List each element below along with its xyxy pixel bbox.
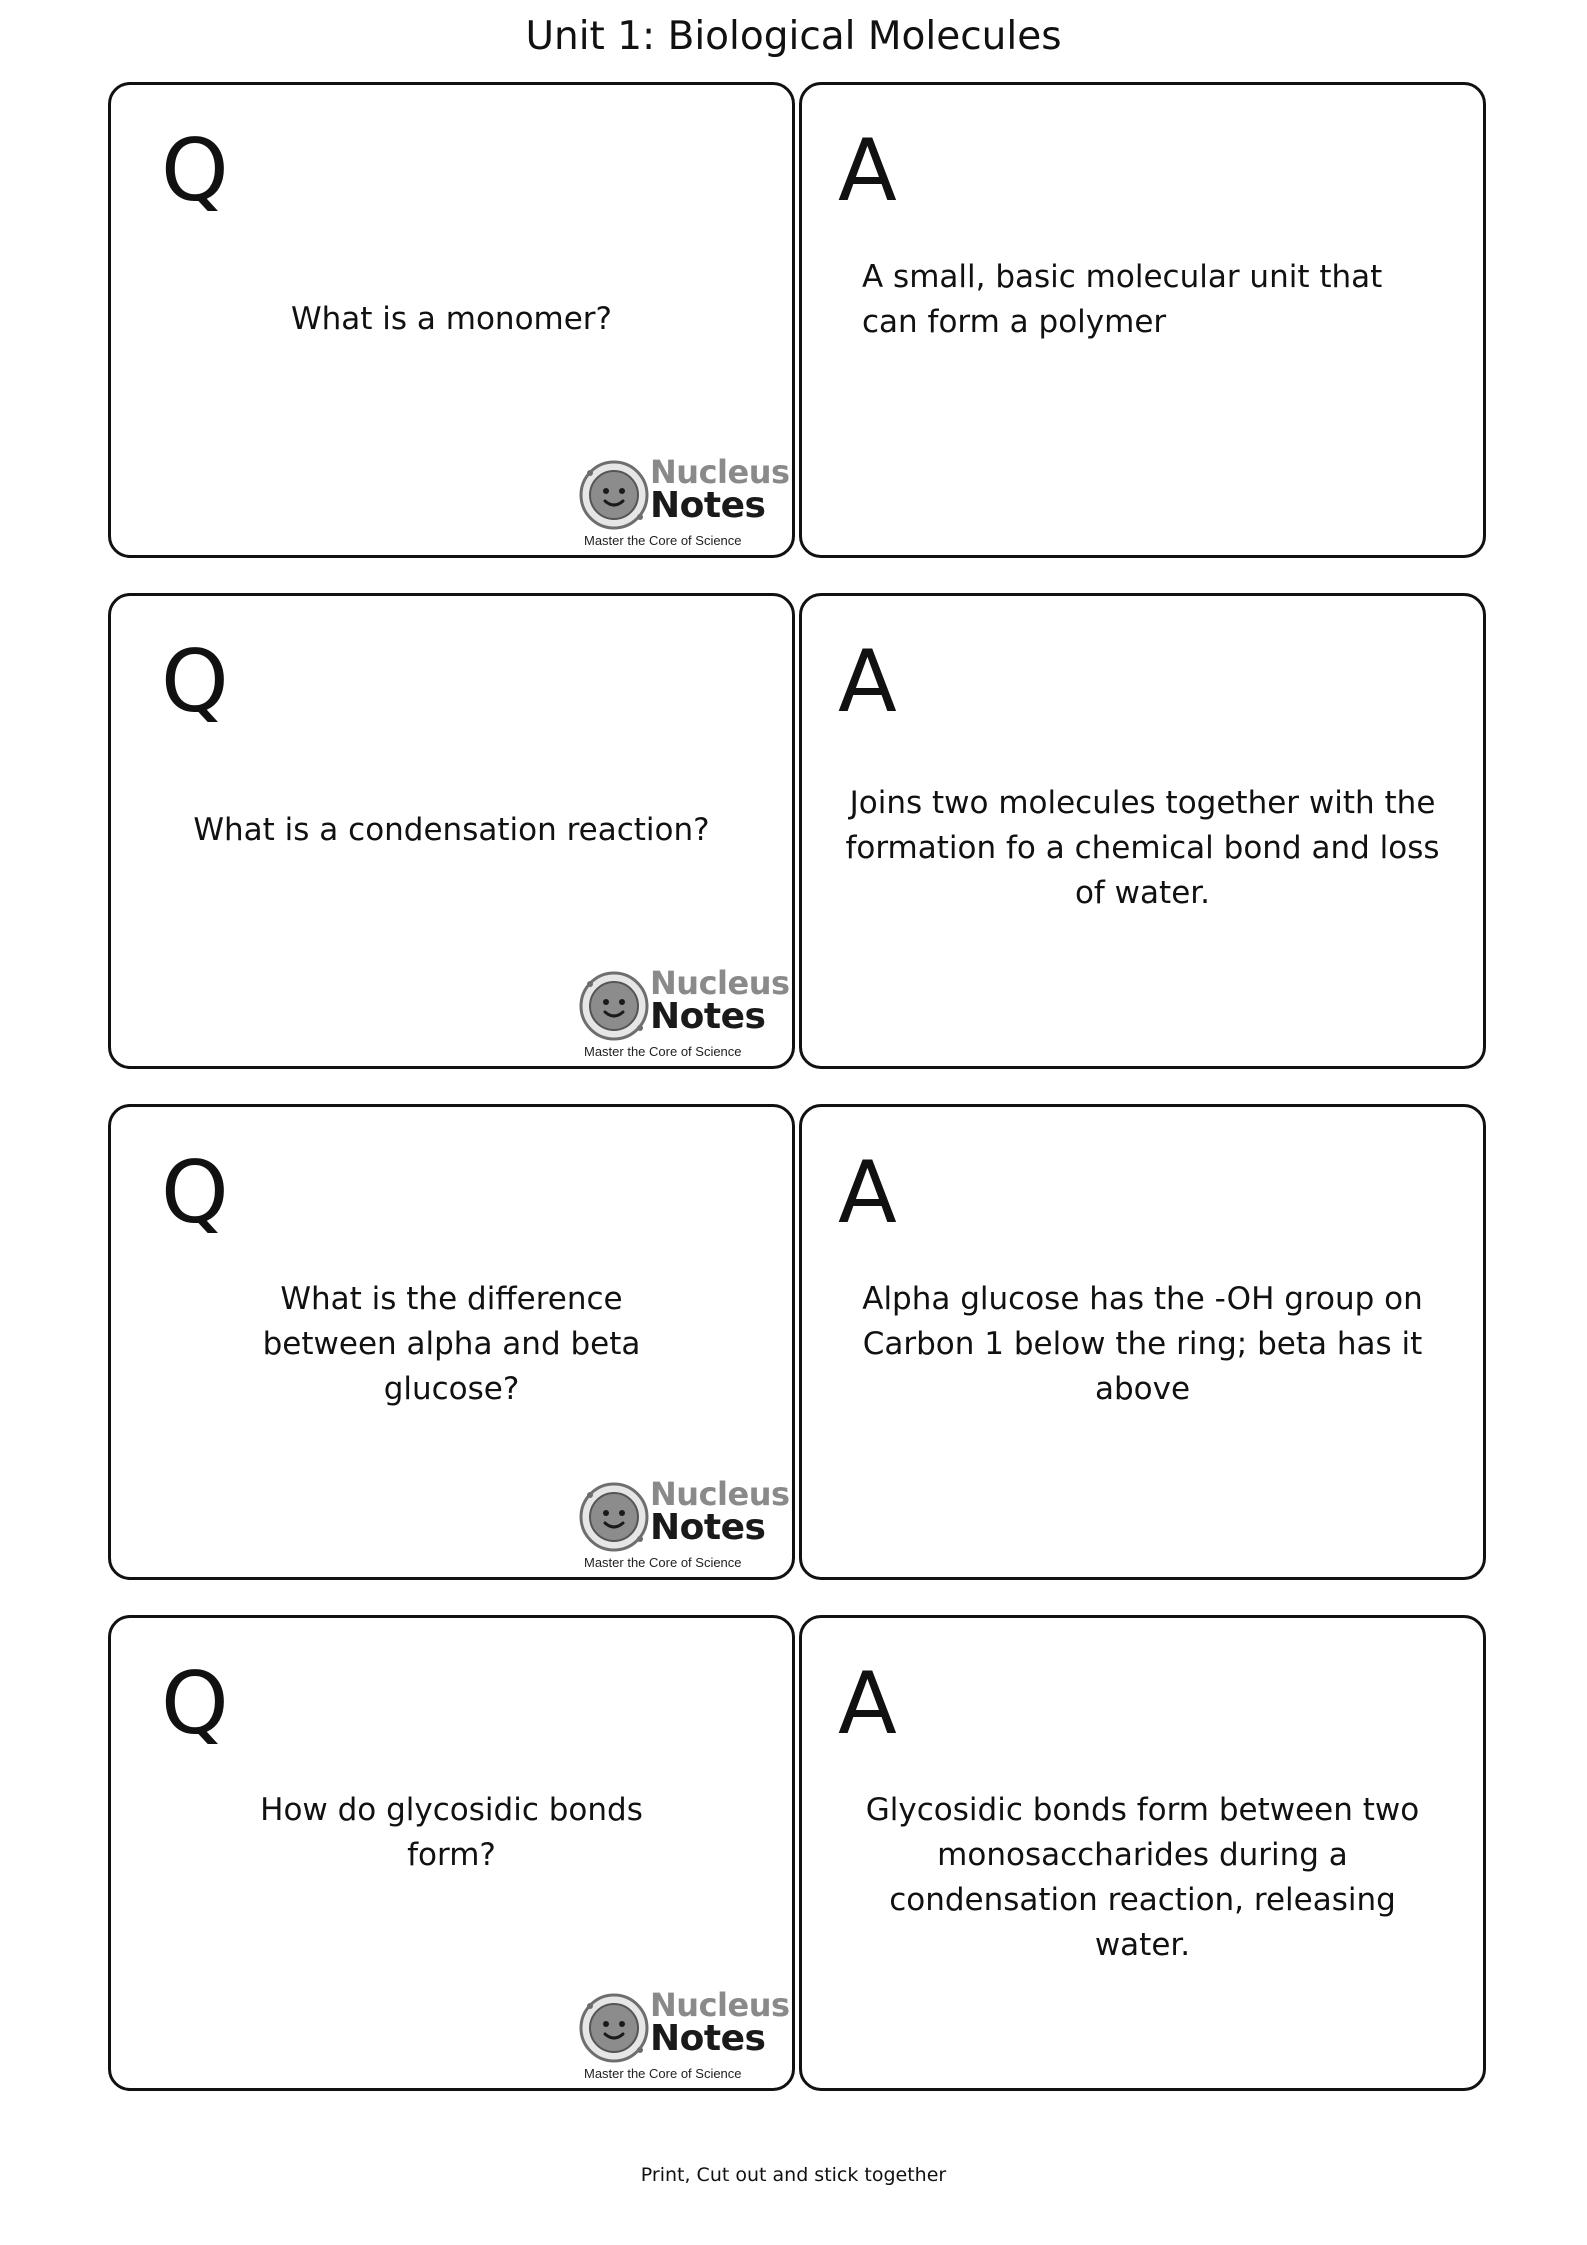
nucleus-notes-logo — [578, 1475, 788, 1575]
question-text: What is the difference between alpha and beta glucose? — [262, 1281, 641, 1407]
logo-word-nucleus: Nucleus — [650, 964, 790, 1002]
question-letter: Q — [161, 632, 229, 732]
nucleus-logo-icon — [578, 1481, 650, 1553]
question-text: What is a condensation reaction? — [193, 812, 710, 848]
question-text: What is a monomer? — [290, 301, 613, 337]
nucleus-logo-icon — [578, 459, 650, 531]
question-card-2 — [108, 593, 795, 1069]
logo-tagline: Master the Core of Science — [584, 2066, 742, 2081]
question-card-4 — [108, 1615, 795, 2091]
logo-word-nucleus: Nucleus — [650, 1475, 790, 1513]
logo-tagline: Master the Core of Science — [584, 533, 742, 548]
question-card-1 — [108, 82, 795, 558]
question-letter: Q — [161, 1143, 229, 1243]
nucleus-notes-logo — [578, 964, 788, 1064]
answer-text: A small, basic molecular unit that can form a polymer — [862, 259, 1383, 340]
logo-word-notes: Notes — [650, 485, 766, 526]
logo-word-notes: Notes — [650, 2018, 766, 2059]
logo-word-nucleus: Nucleus — [650, 1986, 790, 2024]
answer-card-3 — [799, 1104, 1486, 1580]
answer-text: Alpha glucose has the -OH group on Carbon 1 below the ring; beta has it above — [862, 1281, 1423, 1407]
answer-letter: A — [838, 632, 897, 732]
question-letter: Q — [161, 1654, 229, 1754]
answer-card-1 — [799, 82, 1486, 558]
logo-tagline: Master the Core of Science — [584, 1044, 742, 1059]
page-title: Unit 1: Biological Molecules — [525, 14, 1062, 59]
nucleus-logo-icon — [578, 1992, 650, 2064]
answer-card-2 — [799, 593, 1486, 1069]
logo-word-nucleus: Nucleus — [650, 453, 790, 491]
logo-tagline: Master the Core of Science — [584, 1555, 742, 1570]
answer-letter: A — [838, 1654, 897, 1754]
answer-letter: A — [838, 1143, 897, 1243]
footer-instruction: Print, Cut out and stick together — [640, 2164, 947, 2186]
answer-text: Joins two molecules together with the formation fo a chemical bond and loss of water. — [845, 785, 1440, 911]
question-text: How do glycosidic bonds form? — [260, 1792, 643, 1873]
question-card-3 — [108, 1104, 795, 1580]
answer-letter: A — [838, 121, 897, 221]
logo-word-notes: Notes — [650, 1507, 766, 1548]
question-letter: Q — [161, 121, 229, 221]
answer-text: Glycosidic bonds form between two monosaccharides during a condensation reaction, releasing water. — [865, 1792, 1420, 1963]
nucleus-notes-logo — [578, 1986, 788, 2086]
nucleus-notes-logo — [578, 453, 788, 553]
nucleus-logo-icon — [578, 970, 650, 1042]
answer-card-4 — [799, 1615, 1486, 2091]
logo-word-notes: Notes — [650, 996, 766, 1037]
